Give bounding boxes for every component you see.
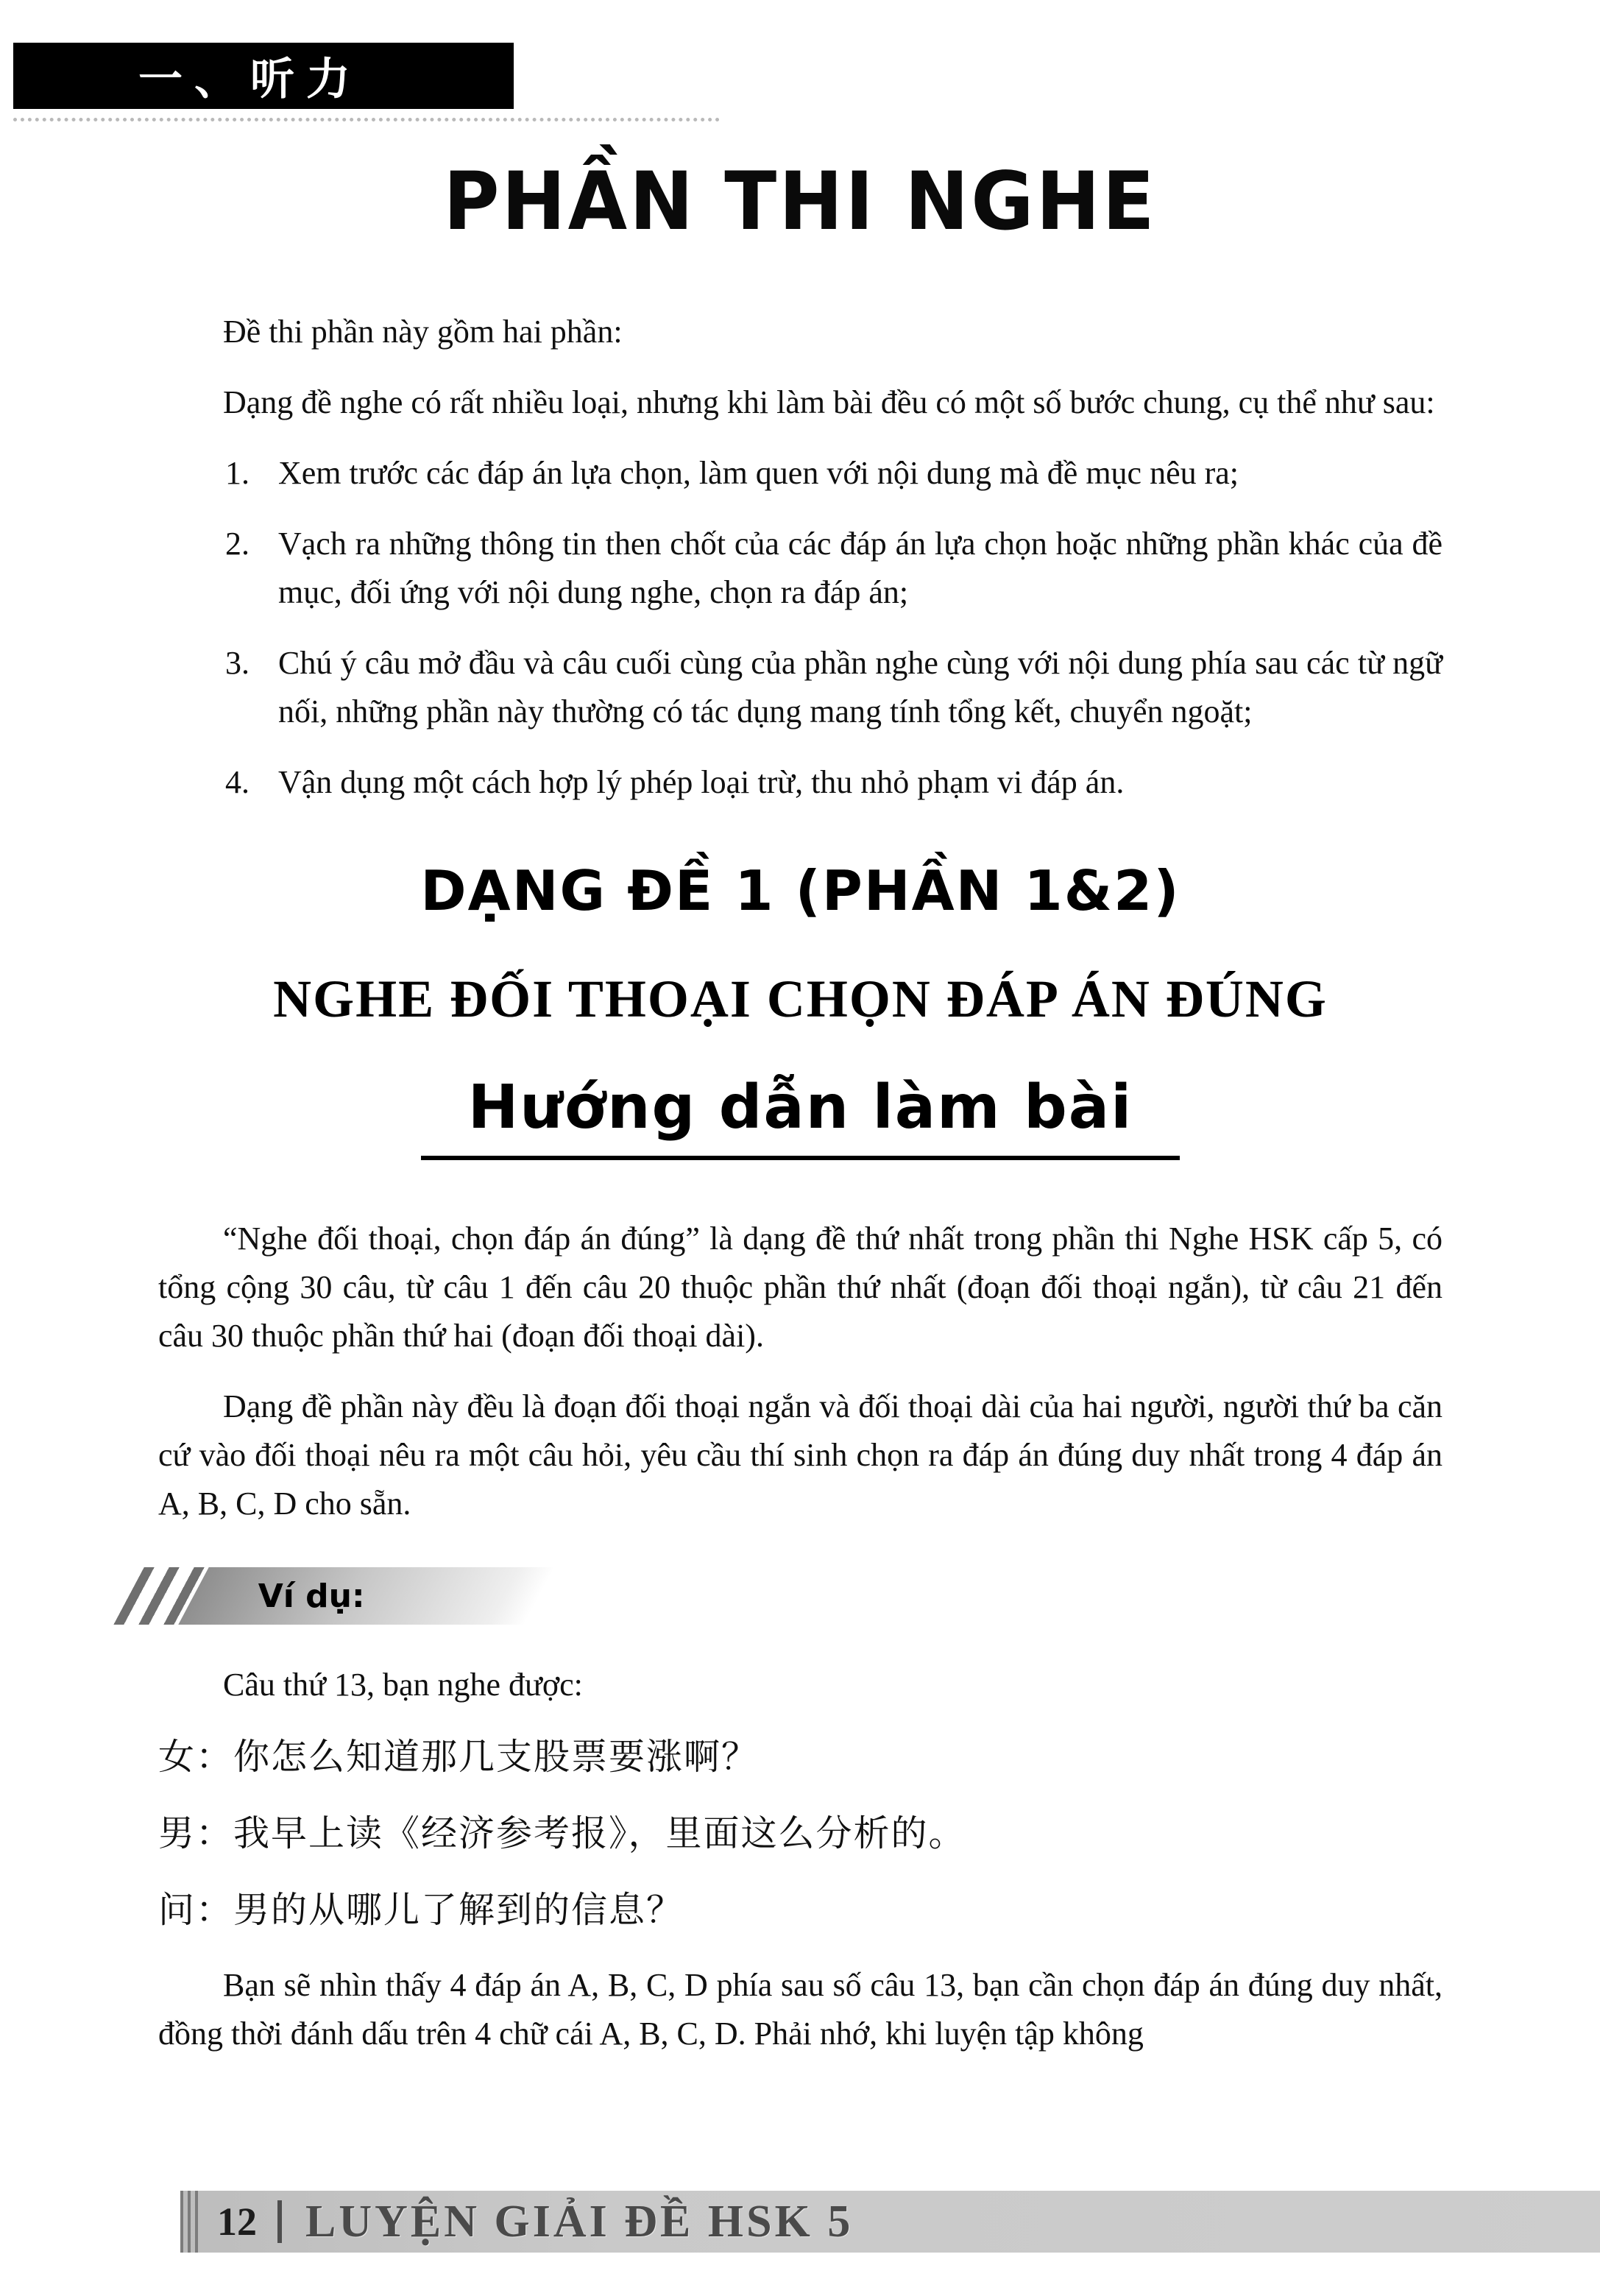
main-content xyxy=(158,308,1443,2080)
step-text: Vận dụng một cách hợp lý phép loại trừ, thu nhỏ phạm vi đáp án. xyxy=(278,764,1125,800)
footer-divider xyxy=(277,2200,286,2243)
steps-list xyxy=(158,449,1443,807)
guide-heading-wrap xyxy=(158,1073,1443,1160)
dotted-divider xyxy=(13,118,720,121)
section-paragraph-2: Dạng đề phần này đều là đoạn đối thoại ngắn và đối thoại dài của hai người, người thứ ba căn cứ vào đối thoại nêu ra một câu hỏi, yêu cầu thí sinh chọn ra đáp án đúng duy nhất trong 4 đáp án A, B, C, D cho sẵn. xyxy=(158,1388,1443,1522)
list-item xyxy=(158,758,1443,807)
step-text: Xem trước các đáp án lựa chọn, làm quen với nội dung mà đề mục nêu ra; xyxy=(278,455,1239,491)
dialogue-line: 男：我早上读《经济参考报》，里面这么分析的。 xyxy=(158,1812,966,1854)
section-heading-type: DẠNG ĐỀ 1 (PHẦN 1&2) xyxy=(420,858,1180,923)
step-number: 1. xyxy=(225,455,249,491)
ribbon-shape xyxy=(178,1567,554,1625)
step-number: 4. xyxy=(225,764,249,800)
step-text: Vạch ra những thông tin then chốt của các đáp án lựa chọn hoặc những phần khác của đề mục, đối ứng với nội dung nghe, chọn ra đáp án; xyxy=(278,526,1443,610)
chapter-header-bar xyxy=(13,43,514,109)
footer-bar xyxy=(180,2191,1600,2253)
chapter-label: 一、听力 xyxy=(138,54,362,105)
step-number: 3. xyxy=(225,645,249,681)
page-title: PHẦN THI NGHE xyxy=(443,153,1157,249)
intro-paragraph-1: Đề thi phần này gồm hai phần: xyxy=(223,314,623,350)
book-title: LUYỆN GIẢI ĐỀ HSK 5 xyxy=(305,2196,854,2247)
step-text: Chú ý câu mở đầu và câu cuối cùng của phần nghe cùng với nội dung phía sau các từ ngữ nối, những phần này thường có tác dụng mang tính tổng kết, chuyển ngoặt; xyxy=(278,645,1443,730)
section-heading-name: NGHE ĐỐI THOẠI CHỌN ĐÁP ÁN ĐÚNG xyxy=(273,969,1328,1028)
intro-paragraph-2: Dạng đề nghe có rất nhiều loại, nhưng khi làm bài đều có một số bước chung, cụ thể như sau: xyxy=(223,384,1435,420)
example-ribbon xyxy=(107,1566,1443,1625)
list-item xyxy=(158,449,1443,498)
list-item xyxy=(158,639,1443,736)
footer-stripes xyxy=(180,2191,202,2253)
section-paragraph-1: “Nghe đối thoại, chọn đáp án đúng” là dạng đề thứ nhất trong phần thi Nghe HSK cấp 5, có tổng cộng 30 câu, từ câu 1 đến câu 20 thuộc phần thứ nhất (đoạn đối thoại ngắn), từ câu 21 đến câu 30 thuộc phần thứ hai (đoạn đối thoại dài). xyxy=(158,1221,1443,1354)
dialogue-line: 问：男的从哪儿了解到的信息？ xyxy=(158,1889,684,1931)
conclusion-paragraph: Bạn sẽ nhìn thấy 4 đáp án A, B, C, D phía sau số câu 13, bạn cần chọn đáp án đúng duy nhất, đồng thời đánh dấu trên 4 chữ cái A, B, C, D. Phải nhớ, khi luyện tập không xyxy=(158,1967,1443,2052)
step-number: 2. xyxy=(225,526,249,562)
example-label: Ví dụ: xyxy=(258,1577,365,1615)
dialogue-line: 女：你怎么知道那几支股票要涨啊？ xyxy=(158,1736,760,1778)
page-number: 12 xyxy=(217,2200,257,2244)
list-item xyxy=(158,520,1443,617)
example-intro: Câu thứ 13, bạn nghe được: xyxy=(223,1667,583,1703)
guide-heading: Hướng dẫn làm bài xyxy=(421,1073,1180,1160)
dialogue-block xyxy=(158,1731,1443,1936)
